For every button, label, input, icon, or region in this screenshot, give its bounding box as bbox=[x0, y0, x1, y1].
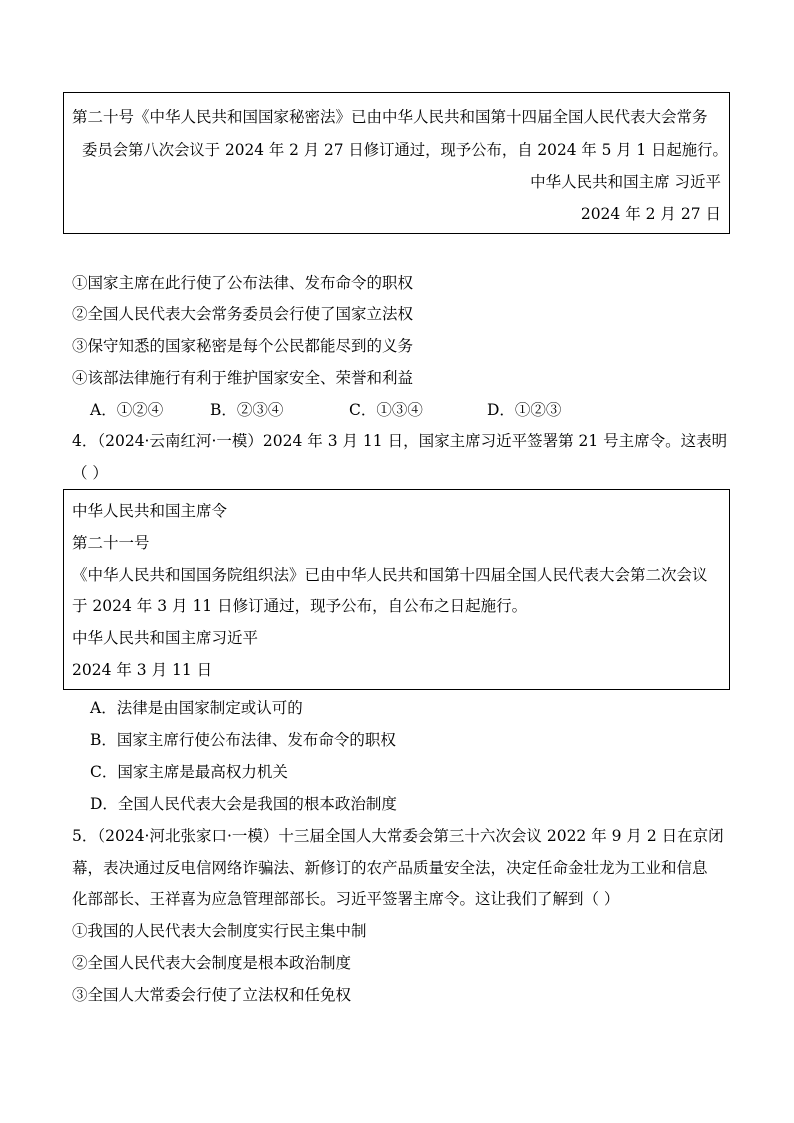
q4-box-number: 第二十一号 bbox=[72, 534, 150, 552]
q3-option-c[interactable]: C．①③④ bbox=[349, 401, 423, 419]
q5-stem-line2: 幕，表决通过反电信网络诈骗法、新修订的农产品质量安全法，决定任命金壮龙为工业和信息 bbox=[72, 859, 708, 877]
box1-line1: 第二十号《中华人民共和国国家秘密法》已由中华人民共和国第十四届全国人民代表大会常务 bbox=[72, 108, 708, 126]
q4-option-d[interactable]: D．全国人民代表大会是我国的根本政治制度 bbox=[90, 795, 397, 813]
q5-item-1: ①我国的人民代表大会制度实行民主集中制 bbox=[72, 922, 367, 940]
q4-stem-line1: 4．（2024·云南红河·一模）2024 年 3 月 11 日，国家主席习近平签署第 21 号主席令。这表明 bbox=[72, 432, 728, 450]
q3-item-1: ①国家主席在此行使了公布法律、发布命令的职权 bbox=[72, 274, 414, 292]
q4-box-body-1: 《中华人民共和国国务院组织法》已由中华人民共和国第十四届全国人民代表大会第二次会议 bbox=[72, 566, 708, 584]
q5-item-2: ②全国人民代表大会制度是根本政治制度 bbox=[72, 954, 352, 972]
box1-line2: 委员会第八次会议于 2024 年 2 月 27 日修订通过，现予公布，自 2024 年 5 月 1 日起施行。 bbox=[82, 141, 728, 159]
q4-option-a[interactable]: A．法律是由国家制定或认可的 bbox=[90, 699, 303, 717]
q4-option-b[interactable]: B．国家主席行使公布法律、发布命令的职权 bbox=[90, 731, 396, 749]
q4-box-signer: 中华人民共和国主席习近平 bbox=[72, 629, 259, 647]
q4-option-c[interactable]: C．国家主席是最高权力机关 bbox=[90, 763, 288, 781]
q3-item-4: ④该部法律施行有利于维护国家安全、荣誉和利益 bbox=[72, 369, 414, 387]
q5-stem-line1: 5．（2024·河北张家口·一模）十三届全国人大常委会第三十六次会议 2022 年 9 月 2 日在京闭 bbox=[72, 827, 724, 845]
q5-stem-line3: 化部部长、王祥喜为应急管理部部长。习近平签署主席令。这让我们了解到（ ） bbox=[72, 890, 620, 908]
q4-box-date: 2024 年 3 月 11 日 bbox=[72, 661, 213, 679]
q3-item-3: ③保守知悉的国家秘密是每个公民都能尽到的义务 bbox=[72, 337, 414, 355]
q3-item-2: ②全国人民代表大会常务委员会行使了国家立法权 bbox=[72, 305, 414, 323]
q5-item-3: ③全国人大常委会行使了立法权和任免权 bbox=[72, 986, 352, 1004]
q4-box-body-2: 于 2024 年 3 月 11 日修订通过，现予公布，自公布之日起施行。 bbox=[72, 597, 528, 615]
box1-date: 2024 年 2 月 27 日 bbox=[580, 205, 721, 223]
q4-box-title: 中华人民共和国主席令 bbox=[72, 502, 228, 520]
q3-option-b[interactable]: B．②③④ bbox=[210, 401, 284, 419]
q3-option-d[interactable]: D．①②③ bbox=[487, 401, 562, 419]
q3-option-a[interactable]: A．①②④ bbox=[90, 401, 164, 419]
q4-stem-line2: （ ） bbox=[72, 464, 108, 482]
box1-signer: 中华人民共和国主席 习近平 bbox=[530, 173, 721, 191]
